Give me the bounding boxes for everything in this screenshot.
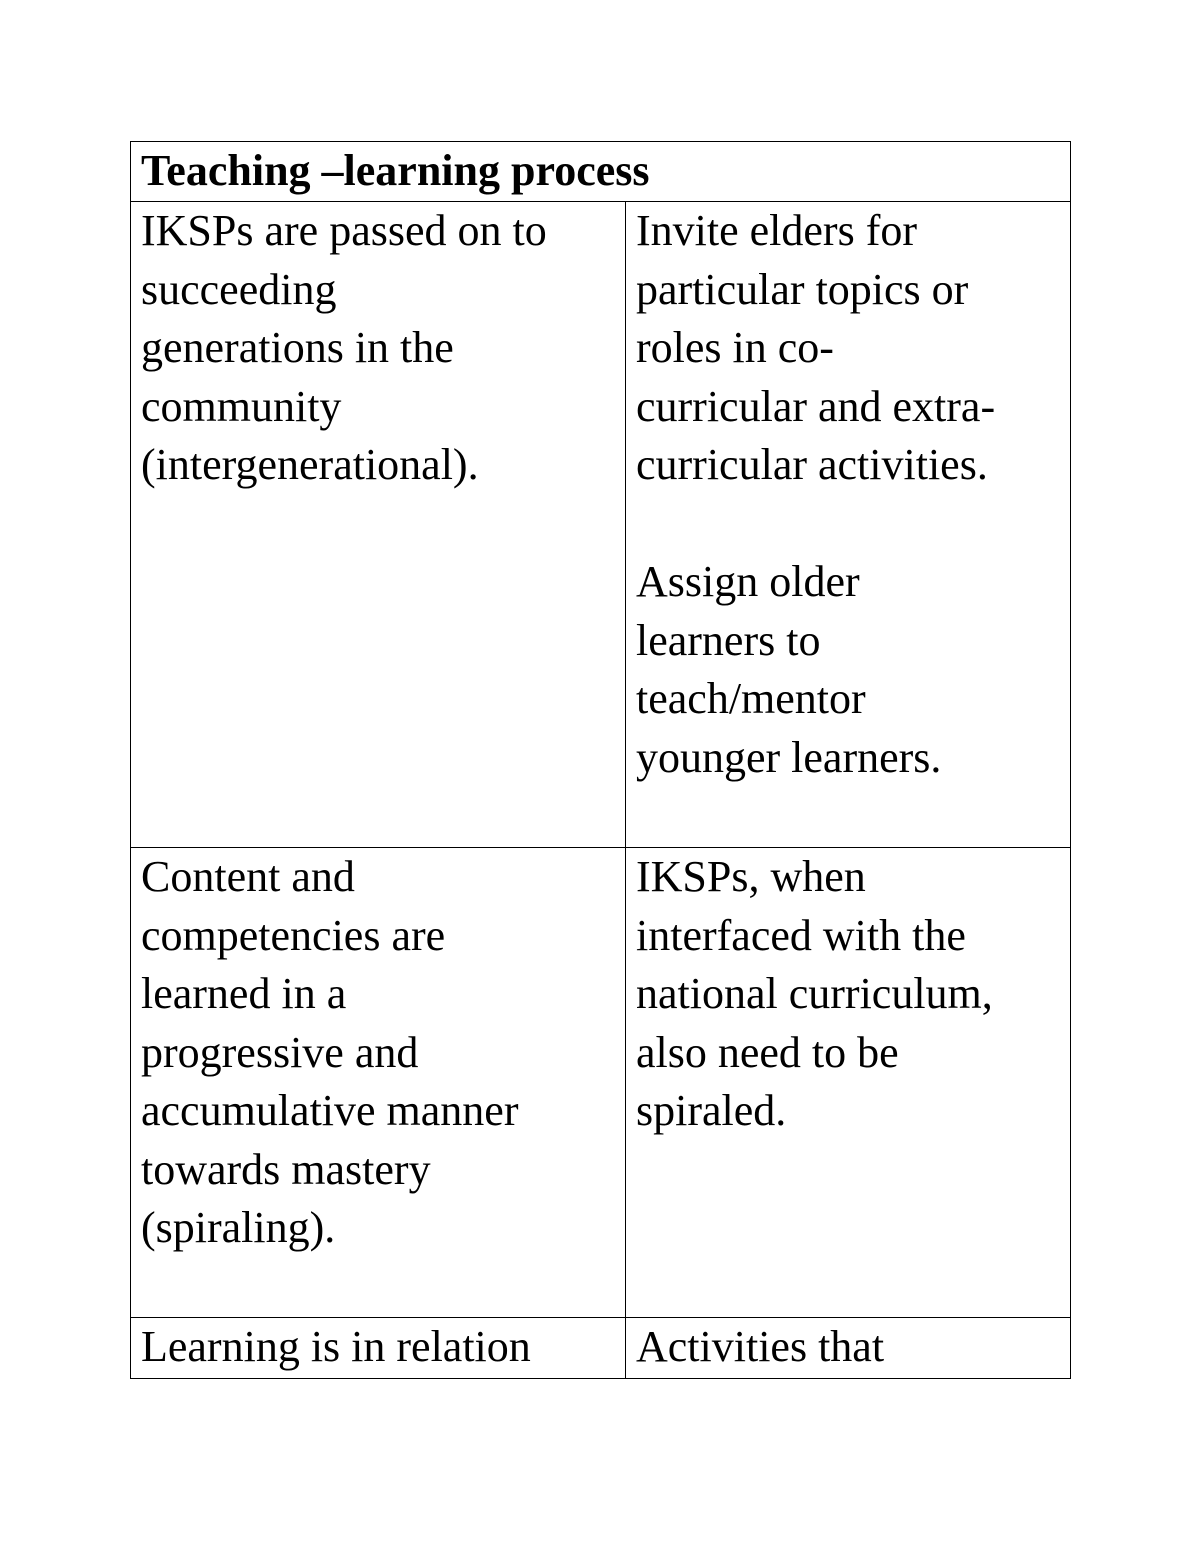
table-row <box>131 202 1071 848</box>
table-cell-application <box>626 202 1071 848</box>
teaching-learning-table <box>130 141 1071 1379</box>
table-cell-practice <box>131 202 626 848</box>
cell-text: Invite elders for particular topics or roles in co- curricular and extra- curricular activities. Assign older learners to teach/mentor younger learners. <box>636 206 996 782</box>
table-cell-application <box>626 848 1071 1318</box>
table-title: Teaching –learning process <box>131 142 1071 202</box>
cell-text: Activities that <box>636 1322 885 1371</box>
table-cell-practice <box>131 848 626 1318</box>
cell-text: IKSPs, when interfaced with the national curriculum, also need to be spiraled. <box>636 852 993 1135</box>
cell-text: Learning is in relation <box>141 1322 531 1371</box>
table-row <box>131 1318 1071 1379</box>
table-cell-practice <box>131 1318 626 1379</box>
table-cell-application <box>626 1318 1071 1379</box>
table-row <box>131 848 1071 1318</box>
table-header-row <box>131 142 1071 202</box>
cell-text: Content and competencies are learned in a progressive and accumulative manner towards mastery (spiraling). <box>141 852 519 1252</box>
cell-text: IKSPs are passed on to succeeding generations in the community (intergenerational). <box>141 206 547 489</box>
